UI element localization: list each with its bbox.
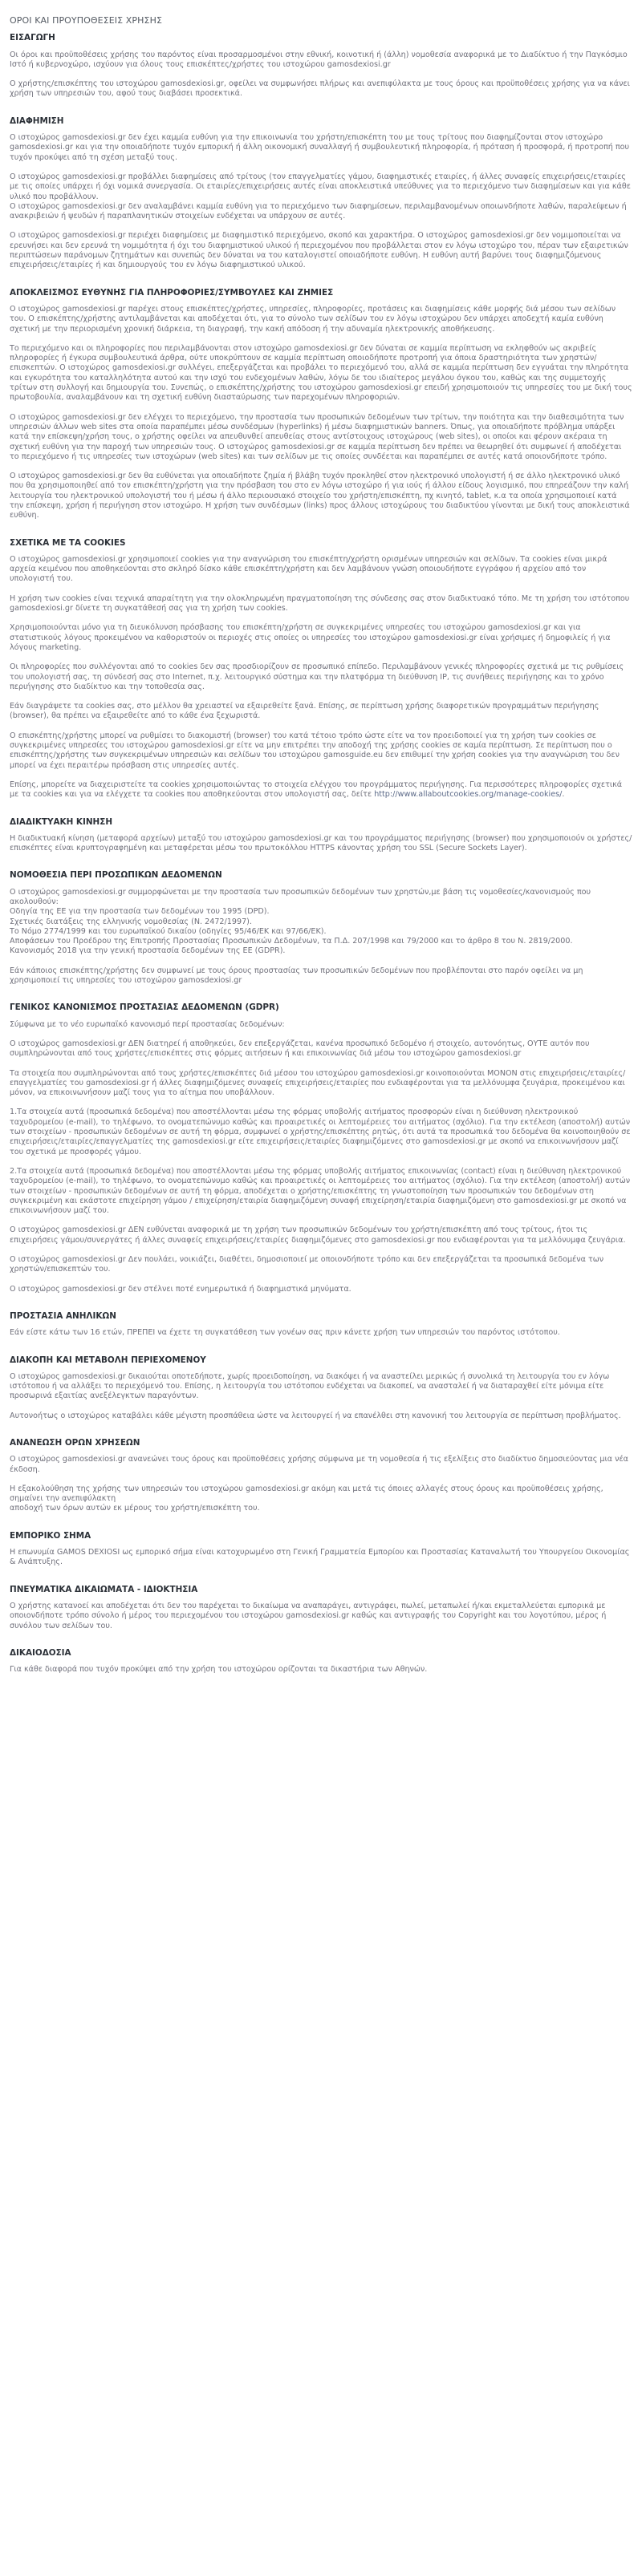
paragraph: Χρησιμοποιούνται μόνο για τη διευκόλυνση πρόσβασης του επισκέπτη/χρήστη σε συγκεκριμένες υπηρεσίες του ιστοχώρου gamosdexiosi.gr και για στατιστικούς λόγους προκειμένου να καθοριστούν οι περιοχές στις οποίες οι υπηρεσίες του ιστοχώρου gamosdexiosi.gr είναι χρήσιμες ή δημοφιλείς ή για λόγους marketing. [10, 623, 611, 652]
section-heading-gdpr: ΓΕΝΙΚΟΣ ΚΑΝΟΝΙΣΜΟΣ ΠΡΟΣΤΑΣΙΑΣ ΔΕΔΟΜΕΝΩΝ (GDPR) [10, 1002, 279, 1013]
paragraph: Ο ιστοχώρος gamosdexiosi.gr δεν ελέγχει το περιεχόμενο, την προστασία των προσωπικών δεδομένων των τρίτων, την ποιότητα και την διαθεσιμότητα των υπηρεσιών άλλων web sites στα οποία παραπέμπει μέσω συνδέσμων (hyperlinks) ή μέσω διαφημιστικών banners. Όπως, για οποιαδήποτε πρόβλημα υπάρξει κατά την επίσκεψη/χρήση τους, ο χρήστης οφείλει να απευθυνθεί απευθείας στους αντίστοιχους ιστοχώρους (web sites), οι οποίοι και φέρουν ακέραια τη σχετική ευθύνη για την παροχή των υπηρεσιών τους. Ο ιστοχώρος gamosdexiosi.gr σε καμμία περίπτωση δεν πρέπει να θεωρηθεί ότι συμφωνεί ή αποδέχεται το περιεχόμενο ή τις υπηρεσίες των ιστοχώρων (web sites) και των σελίδων με τις οποίες συνδέεται και παραπέμπει σε αυτές κατά οποιονδήποτε τρόπο. [10, 412, 624, 461]
paragraph: Τα στοιχεία που συμπληρώνονται από τους χρήστες/επισκέπτες διά μέσου του ιστοχώρου gamosdexiosi.gr κοινοποιούνται ΜΟΝΟΝ στις επιχειρήσεις/εταιρίες/επαγγελματίες του gamosdexiosi.gr ή άλλες διαφημιζόμενες συναφείς επιχειρήσεις/εταιρίες που ενδιαφέρονται για τα μελλόνυμφα ζευγάρια, προκειμένου και μόνον, να επικοινωνήσουν μαζί τους για το αίτημα που υποβάλλουν. [10, 1068, 626, 1098]
paragraph: Η διαδικτυακή κίνηση (μεταφορά αρχείων) μεταξύ του ιστοχώρου gamosdexiosi.gr και του προγράμματος περιήγησης (browser) που χρησιμοποιούν οι χρήστες/επισκέπτες είναι κρυπτογραφημένη και μεταφέρεται μέσω του πρωτοκόλλου HTTPS κάνοντας χρήση του SSL (Secure Sockets Layer). [10, 833, 632, 853]
paragraph: Για κάθε διαφορά που τυχόν προκύψει από την χρήση του ιστοχώρου ορίζονται τα δικαστήρια των Αθηνών. [10, 1665, 428, 1675]
paragraph: Ο ιστοχώρος gamosdexiosi.gr προβάλλει διαφημίσεις από τρίτους (τον επαγγελματίες γάμου, διαφημιστικές εταιρίες, ή άλλες συναφείς επιχειρήσεις/εταιρίες με τις οποίες υπάρχει ή όχι νομικά συνεργασία. Οι εταιρίες/επιχειρήσεις αυτές είναι αποκλειστικά υπεύθυνες για το περιεχόμενο των διαφημίσεων και για κάθε υλικό που προβάλλουν. Ο ιστοχώρος gamosdexiosi.gr δεν αναλαμβάνει καμμία ευθύνη για το περιεχόμενο των διαφημίσεων, περιλαμβανομένων οποιωνδήποτε λαθών, παραλείψεων ή ανακριβειών ή ψευδών ή παραπλανητικών στοιχείων ενδέχεται να υπάρχουν σε αυτές. [10, 172, 631, 221]
paragraph: Οι πληροφορίες που συλλέγονται από το cookies δεν σας προσδιορίζουν σε προσωπικό επίπεδο. Περιλαμβάνουν γενικές πληροφορίες σχετικά με τις ρυθμίσεις του υπολογιστή σας, τη σύνδεσή σας στο Internet, π.χ. λειτουργικό σύστημα και την πλατφόρμα τη διεύθυνση IP, τις συνήθειες περιήγησης και το χρόνο περιήγησης στο διαδίκτυο και την τοποθεσία σας. [10, 662, 624, 691]
paragraph: Οι όροι και προϋποθέσεις χρήσης του παρόντος είναι προσαρμοσμένοι στην εθνική, κοινοτική ή (άλλη) νομοθεσία αναφορικά με το Διαδίκτυο ή την Παγκόσμιο Ιστό ή κυβερνοχώρο, ισχύουν για όλους τους επισκέπτες/χρήστες του ιστοχώρου gamosdexiosi.gr [10, 50, 628, 69]
paragraph: Ο ιστοχώρος gamosdexiosi.gr χρησιμοποιεί cookies για την αναγνώριση του επισκέπτη/χρήστη ορισμένων υπηρεσιών και σελίδων. Τα cookies είναι μικρά αρχεία κειμένου που αποθηκεύονται στο σκληρό δίσκο κάθε επισκέπτη/χρήστη και δεν λαμβάνουν γνώση οποιουδήποτε εγγράφου ή αρχείου από τον υπολογιστή του. [10, 554, 607, 584]
section-heading-ip: ΠΝΕΥΜΑΤΙΚΑ ΔΙΚΑΙΩΜΑΤΑ - ΙΔΙΟΚΤΗΣΙΑ [10, 1584, 198, 1594]
page-title: ΟΡΟΙ ΚΑΙ ΠΡΟΥΠΟΘΕΣΕΙΣ ΧΡΗΣΗΣ [10, 15, 162, 26]
paragraph: Ο χρήστης/επισκέπτης του ιστοχώρου gamosdexiosi.gr, οφείλει να συμφωνήσει πλήρως και ανεπιφύλακτα με τους όρους και προϋποθέσεις χρήσης για να κάνει χρήση των υπηρεσιών του, αφού τους διαβάσει προσεκτικά. [10, 79, 630, 99]
section-heading-trademark: ΕΜΠΟΡΙΚΟ ΣΗΜΑ [10, 1530, 91, 1541]
paragraph: Ο ιστοχώρος gamosdexiosi.gr δεν στέλνει ποτέ ενημερωτικά ή διαφημιστικά μηνύματα. [10, 1284, 351, 1294]
section-heading-traffic: ΔΙΑΔΙΚΤΥΑΚΗ ΚΙΝΗΣΗ [10, 816, 113, 827]
paragraph: Ο επισκέπτης/χρήστης μπορεί να ρυθμίσει το διακομιστή (browser) του κατά τέτοιο τρόπο ώστε είτε να τον προειδοποιεί για τη χρήση των cookies σε συγκεκριμένες υπηρεσίες του ιστοχώρου gamosdexiosi.gr είτε να μην επιτρέπει την αποδοχή της χρήσης cookies σε καμία περίπτωση. Σε περίπτωση που ο επισκέπτης/χρήστης των συγκεκριμένων υπηρεσιών και σελίδων του ιστοχώρου gamosguide.eu δεν επιθυμεί την χρήση cookies για την αναγνώριση του δεν μπορεί να έχει περαιτέρω πρόσβαση στις υπηρεσίες αυτές. [10, 731, 620, 770]
paragraph: Ο ιστοχώρος gamosdexiosi.gr παρέχει στους επισκέπτες/χρήστες, υπηρεσίες, πληροφορίες, προτάσεις και διαφημίσεις κάθε μορφής διά μέσου των σελίδων του. Ο επισκέπτης/χρήστης αντιλαμβάνεται και αποδέχεται ότι, για το σύνολο των σελίδων του εν λόγω ιστοχώρου δεν υπάρχει αποδεχτή καμία ευθύνη σχετική με την περιορισμένη χρονική διάρκεια, τη διαγραφή, την κακή απόδοση ή την αδυναμία ηλεκτρονικής αποθήκευσης. [10, 304, 616, 334]
paragraph: Εάν είστε κάτω των 16 ετών, ΠΡΕΠΕΙ να έχετε τη συγκατάθεση των γονέων σας πριν κάνετε χρήση των υπηρεσιών του παρόντος ιστότοπου. [10, 1328, 560, 1338]
paragraph: Ο χρήστης κατανοεί και αποδέχεται ότι δεν του παρέχεται το δικαίωμα να αναπαράγει, αντιγράφει, πωλεί, μεταπωλεί ή/και εκμεταλλεύεται εμπορικά με οποιονδήποτε τρόπο σύνολο ή μέρος του περιεχομένου του ιστοχώρου gamosdexiosi.gr καθώς και αντιγραφής του Copyright και του λογοτύπου, μέρος ή συνόλου των σελίδων του. [10, 1601, 607, 1630]
paragraph: 2.Τα στοιχεία αυτά (προσωπικά δεδομένα) που αποστέλλονται μέσω της φόρμας υποβολής αιτήματος επικοινωνίας (contact) είναι η διεύθυνση ηλεκτρονικού ταχυδρομείου (e-mail), το τηλέφωνο, το ονοματεπώνυμο καθώς και προαιρετικές οι λεπτομέρειες του αιτήματος (σχόλιο). Για την εκτέλεση (αποστολή) αυτών των στοιχείων - προσωπικών δεδομένων σε αυτή τη φόρμα, αποδέχεται ο χρήστης/επισκέπτης τη γνωστοποίηση των προσωπικών του δεδομένων στη συγκεκριμένη και εκάστοτε επιχείρηση γάμου / επιχείρηση/εταιρία διαφημιζόμενη συναφή επιχείρηση/εταιρία διαφημιζόμενη στο gamosdexiosi.gr με σκοπό να επικοινωνήσουν μαζί του. [10, 1166, 631, 1216]
paragraph [10, 780, 632, 800]
paragraph: Ο ιστοχώρος gamosdexiosi.gr δεν θα ευθύνεται για οποιαδήποτε ζημία ή βλάβη τυχόν προκληθεί στον ηλεκτρονικό υπολογιστή ή σε άλλο ηλεκτρονικό υλικό που θα χρησιμοποιηθεί από τον επισκέπτη/χρήστη για την πρόσβαση του στο εν λόγω ιστοχώρο ή για ιούς ή άλλου είδους λογισμικό, που επηρεάζουν την καλή λειτουργία του ηλεκτρονικού υπολογιστή του ή μέσω ή άλλο περιουσιακό στοιχείο του χρήστη/επισκέπτη, πχ κινητό, tablet, κ.α τα οποία χρησιμοποιεί κατά την επίσκεψη, χρήση ή περιήγηση στον ιστοχώρο. Η χρήση των συνδέσμων (links) προς άλλους ιστοχώρους του διαδικτύου γίνονται με δική τους αποκλειστικά ευθύνη. [10, 472, 630, 520]
paragraph: Ο ιστοχώρος gamosdexiosi.gr ανανεώνει τους όρους και προϋποθέσεις χρήσης σύμφωνα με τη νομοθεσία ή τις εξελίξεις στο διαδίκτυο δημοσιεύοντας μια νέα έκδοση. [10, 1455, 628, 1474]
paragraph: Ο ιστοχώρος gamosdexiosi.gr ΔΕΝ ευθύνεται αναφορικά με τη χρήση των προσωπικών δεδομένων του χρήστη/επισκέπτη από τους τρίτους, ήτοι τις επιχειρήσεις γάμου/συνεργάτες ή άλλες συναφείς επιχειρήσεις/εταιρίες διαφημιζόμενες στο gamosdexiosi.gr που ενδιαφέρονται για τα μελλόνυμφα ζευγάρια. [10, 1225, 626, 1245]
cookies-link[interactable]: http://www.allaboutcookies.org/manage-cookies/ [374, 790, 563, 800]
paragraph: 1.Τα στοιχεία αυτά (προσωπικά δεδομένα) που αποστέλλονται μέσω της φόρμας υποβολής αιτήματος προσφορών είναι η διεύθυνση ηλεκτρονικού ταχυδρομείου (e-mail), το τηλέφωνο, το ονοματεπώνυμο καθώς και προαιρετικές οι λεπτομέρειες του αιτήματος (σχόλιο). Για την εκτέλεση (αποστολή) αυτών των στοιχείων - προσωπικών δεδομένων σε αυτή τη φόρμα, συμφωνεί ο χρήστης/επισκέπτης ρητώς, ότι αυτά τα προσωπικά του δεδομένα θα κοινοποιηθούν σε επιχειρήσεις/εταιρίες/επαγγελματίες της gamosdexiosi.gr είτε επιχειρήσεις/εταιρίες διαφημιζόμενες στο gamosdexiosi.gr με σκοπό να επικοινωνήσουν μαζί του σχετικά με προσφορές γάμου. [10, 1108, 631, 1156]
paragraph: Ο ιστοχώρος gamosdexiosi.gr περιέχει διαφημίσεις με διαφημιστικό περιεχόμενο, σκοπό και χαρακτήρα. Ο ιστοχώρος gamosdexiosi.gr δεν νομιμοποιείται να ερευνήσει και δεν ερευνά τη νομιμότητα ή όχι του διαφημιστικού υλικού ή περιεχομένου που προβάλλεται στον εν λόγω ιστοχώρο του, πέραν των εξαιρετικών περιπτώσεων παράνομων ζητημάτων και συνεπώς δεν δύναται να του καταλογιστεί οποιαδήποτε ευθύνη. Η ευθύνη αυτή βαρύνει τους διαφημιζόμενους επιχειρήσεις/εταιρίες ή και δημιουργούς του εν λόγω διαφημιστικού υλικού. [10, 231, 628, 270]
section-heading-minors: ΠΡΟΣΤΑΣΙΑ ΑΝΗΛΙΚΩΝ [10, 1310, 116, 1321]
paragraph: Εάν διαγράψετε τα cookies σας, στο μέλλον θα χρειαστεί να εξαιρεθείτε ξανά. Επίσης, σε περίπτωση χρήσης διαφορετικών προγραμμάτων περιήγησης (browser), θα πρέπει να εξαιρεθείτε από το κάθε ένα ξεχωριστά. [10, 702, 599, 721]
section-heading-renewal: ΑΝΑΝΕΩΣΗ ΟΡΩΝ ΧΡΗΣΕΩΝ [10, 1437, 140, 1448]
section-heading-data-law: ΝΟΜΟΘΕΣΙΑ ΠΕΡΙ ΠΡΟΣΩΠΙΚΩΝ ΔΕΔΟΜΕΝΩΝ [10, 870, 222, 881]
paragraph: Η επωνυμία GAMOS DEXIOSI ως εμπορικό σήμα είναι κατοχυρωμένο στη Γενική Γραμματεία Εμπορίου και Προστασίας Καταναλωτή του Υπουργείου Οικονομίας & Ανάπτυξης. [10, 1548, 630, 1567]
paragraph: Ο ιστοχώρος gamosdexiosi.gr δεν έχει καμμία ευθύνη για την επικοινωνία του χρήστη/επισκέπτη του με τους τρίτους που διαφημίζονται στον ιστοχώρο gamosdexiosi.gr και για την οποιαδήποτε τυχόν εμπορική ή άλλη οικονομική συναλλαγή ή συμβουλευτική πληροφορία, ή πρόταση ή προσφορά, ή προτροπή που τυχόν προκύψει από τη σχέση μεταξύ τους. [10, 133, 630, 162]
paragraph: Ο ιστοχώρος gamosdexiosi.gr ΔΕΝ διατηρεί ή αποθηκεύει, δεν επεξεργάζεται, κανένα προσωπικό δεδομένο ή στοιχείο, αυτονόητως, ΟΥΤΕ αυτόν που συμπληρώνονται από τους χρήστες/επισκέπτες στις φόρμες αιτήσεων ή και επικοινωνίας διά μέσω του ιστοχώρου gamosdexiosi.gr [10, 1039, 590, 1059]
paragraph: Ο ιστοχώρος gamosdexiosi.gr δικαιούται οποτεδήποτε, χωρίς προειδοποίηση, να διακόψει ή να αναστείλει μερικώς ή συνολικά τη λειτουργία του εν λόγω ιστότοπου ή να αλλάξει το περιεχόμενό του. Επίσης, η λειτουργία του ιστότοπου ενδέχεται να διακοπεί, να ανασταλεί ή να διαταραχθεί είτε μόνιμα είτε προσωρινά εξαιτίας ανεξέλεγκτων παραγόντων. [10, 1371, 610, 1401]
section-heading-cookies: ΣΧΕΤΙΚΑ ΜΕ ΤΑ COOKIES [10, 537, 126, 548]
paragraph: Ο ιστοχώρος gamosdexiosi.gr Δεν πουλάει, νοικιάζει, διαθέτει, δημοσιοποιεί με οποιονδήποτε τρόπο και δεν επεξεργάζεται τα προσωπικά δεδομένα των χρηστών/επισκεπτών του. [10, 1255, 604, 1274]
section-heading-intro: ΕΙΣΑΓΩΓΗ [10, 33, 55, 43]
paragraph: Η χρήση των cookies είναι τεχνικά απαραίτητη για την ολοκληρωμένη πραγματοποίηση της σύνδεσης σας στον διαδικτυακό τόπο. Με τη χρήση του ιστότοπου gamosdexiosi.gr δίνετε τη συγκατάθεσή σας για τη χρήση των cookies. [10, 593, 630, 614]
paragraph: Ο ιστοχώρος gamosdexiosi.gr συμμορφώνεται με την προστασία των προσωπικών δεδομένων των χρηστών,με βάση τις νομοθεσίες/κανονισμούς που ακολουθούν: Οδηγία της ΕΕ για την προστασία των δεδομένων του 1995 (DPD). Σχετικές διατάξεις της ελληνικής νομοθεσίας (Ν. 2472/1997). Το Νόμο 2774/1999 και του ευρωπαϊκού δικαίου (οδηγίες 95/46/ΕΚ και 97/66/ΕΚ). Αποφάσεων του Προέδρου της Επιτροπής Προστασίας Προσωπικών Δεδομένων, τα Π.Δ. 207/1998 και 79/2000 και το άρθρο 8 του Ν. 2819/2000. Κανονισμός 2018 για την γενική προστασία δεδομένων της ΕΕ (GDPR). [10, 887, 591, 956]
section-heading-liability: ΑΠΟΚΛΕΙΣΜΟΣ ΕΥΘΥΝΗΣ ΓΙΑ ΠΛΗΡΟΦΟΡΙΕΣ/ΣΥΜΒΟΥΛΕΣ ΚΑΙ ΖΗΜΙΕΣ [10, 287, 334, 298]
section-heading-jurisdiction: ΔΙΚΑΙΟΔΟΣΙΑ [10, 1647, 71, 1658]
paragraph: Η εξακολούθηση της χρήσης των υπηρεσιών του ιστοχώρου gamosdexiosi.gr ακόμη και μετά τις όποιες αλλαγές στους όρους και προϋποθέσεις χρήσης, σημαίνει την ανεπιφύλακτη αποδοχή των όρων αυτών εκ μέρους του χρήστη/επισκέπτη του. [10, 1484, 603, 1513]
paragraph: Αυτονοήτως ο ιστοχώρος καταβάλει κάθε μέγιστη προσπάθεια ώστε να λειτουργεί ή να επανέλθει στη κανονική του λειτουργία σε περίπτωση προβλήματος. [10, 1411, 621, 1420]
paragraph: Το περιεχόμενο και οι πληροφορίες που περιλαμβάνονται στον ιστοχώρο gamosdexiosi.gr δεν δύναται σε καμμία περίπτωση να εκληφθούν ως ακριβείς πληροφορίες ή έγκυρα συμβουλευτικά άρθρα, ούτε υποκρύπτουν σε καμμία περίπτωση οποιοδήποτε προτροπή για όποια δραστηριότητα των χρηστών/επισκεπτών. Ο ιστοχώρος gamosdexiosi.gr συλλέγει, επεξεργάζεται και προβάλει το περιεχόμενό του, αλλά σε καμμία περίπτωση δεν εγγυάται την πληρότητα και εγκυρότητα του καταλληλότητα αυτού και την ισχύ του ενδεχομένων λαθών, λόγω δε του ιδιαίτερος μεγάλου όγκου του, καθώς και της συμμετοχής τρίτων στη συλλογή και δημιουργία του. Συνεπώς, ο επισκέπτης/χρήστης του ιστοχώρου gamosdexiosi.gr επειδή χρησιμοποιούν τις υπηρεσίες του με δική τους πρωτοβουλία, αναλαμβάνουν και τη σχετική ευθύνη διασταύρωσης των παρεχομένων πληροφοριών. [10, 343, 632, 403]
paragraph: Εάν κάποιος επισκέπτης/χρήστης δεν συμφωνεί με τους όρους προστασίας των προσωπικών δεδομένων που προβλέπονται στο παρόν οφείλει να μη χρησιμοποιεί τις υπηρεσίες του ιστοχώρου gamosdexiosi.gr [10, 966, 583, 986]
paragraph: Σύμφωνα με το νέο ευρωπαϊκό κανονισμό περί προστασίας δεδομένων: [10, 1019, 285, 1029]
cookies-text-end: . [562, 790, 565, 800]
cookies-text: Επίσης, μπορείτε να διαχειριστείτε τα cookies χρησιμοποιώντας το στοιχεία ελέγχου του προγράμματος περιήγησης. Για περισσότερες πληροφορίες σχετικά με τα cookies και για να ελέγχετε τα cookies που αποθηκεύονται στον υπολογιστή σας, δείτε [10, 780, 623, 800]
section-heading-ads: ΔΙΑΦΗΜΙΣΗ [10, 115, 64, 126]
section-heading-changes: ΔΙΑΚΟΠΗ ΚΑΙ ΜΕΤΑΒΟΛΗ ΠΕΡΙΕΧΟΜΕΝΟΥ [10, 1355, 206, 1365]
